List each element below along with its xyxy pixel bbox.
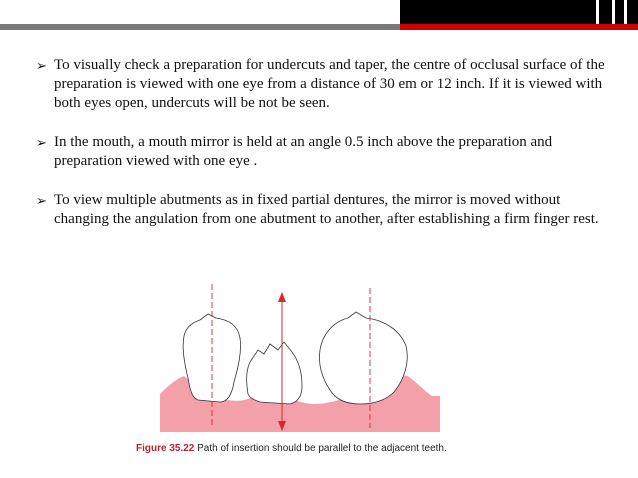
figure-number: Figure 35.22 bbox=[136, 443, 195, 454]
title-bar-black bbox=[400, 0, 638, 24]
figure-caption bbox=[136, 443, 536, 454]
bullet-arrow-icon: ➢ bbox=[36, 193, 47, 208]
bullet-arrow-icon: ➢ bbox=[36, 135, 47, 150]
bullet-text: In the mouth, a mouth mirror is held at an angle 0.5 inch above the preparation and preparation viewed with one eye . bbox=[54, 134, 553, 169]
title-bar-stripe bbox=[612, 0, 615, 24]
bullet-text: To visually check a preparation for undercuts and taper, the centre of occlusal surface of the preparation is viewed with one eye from a distance of 30 em or 12 inch. If it is viewed with both eyes open, undercuts will be not be seen. bbox=[54, 57, 605, 111]
bullet-item bbox=[36, 191, 606, 229]
title-bar-red-line bbox=[400, 24, 638, 30]
bullet-item bbox=[36, 56, 606, 113]
bullet-item bbox=[36, 133, 606, 171]
title-bar-white bbox=[0, 0, 400, 24]
right-tooth bbox=[319, 312, 407, 404]
title-bar bbox=[0, 0, 638, 30]
title-bar-grey-line bbox=[0, 24, 400, 30]
title-bar-stripe bbox=[624, 0, 627, 24]
bullet-text: To view multiple abutments as in fixed partial dentures, the mirror is moved without changing the angulation from one abutment to another, after establishing a firm finger rest. bbox=[54, 192, 599, 227]
figure-caption-text: Path of insertion should be parallel to the adjacent teeth. bbox=[197, 443, 447, 454]
title-bar-stripe bbox=[596, 0, 599, 24]
arrow-head-top-icon bbox=[278, 292, 286, 302]
teeth-diagram bbox=[160, 282, 440, 432]
bullet-list bbox=[36, 56, 606, 249]
prepared-tooth bbox=[247, 342, 302, 404]
bullet-arrow-icon: ➢ bbox=[36, 58, 47, 73]
